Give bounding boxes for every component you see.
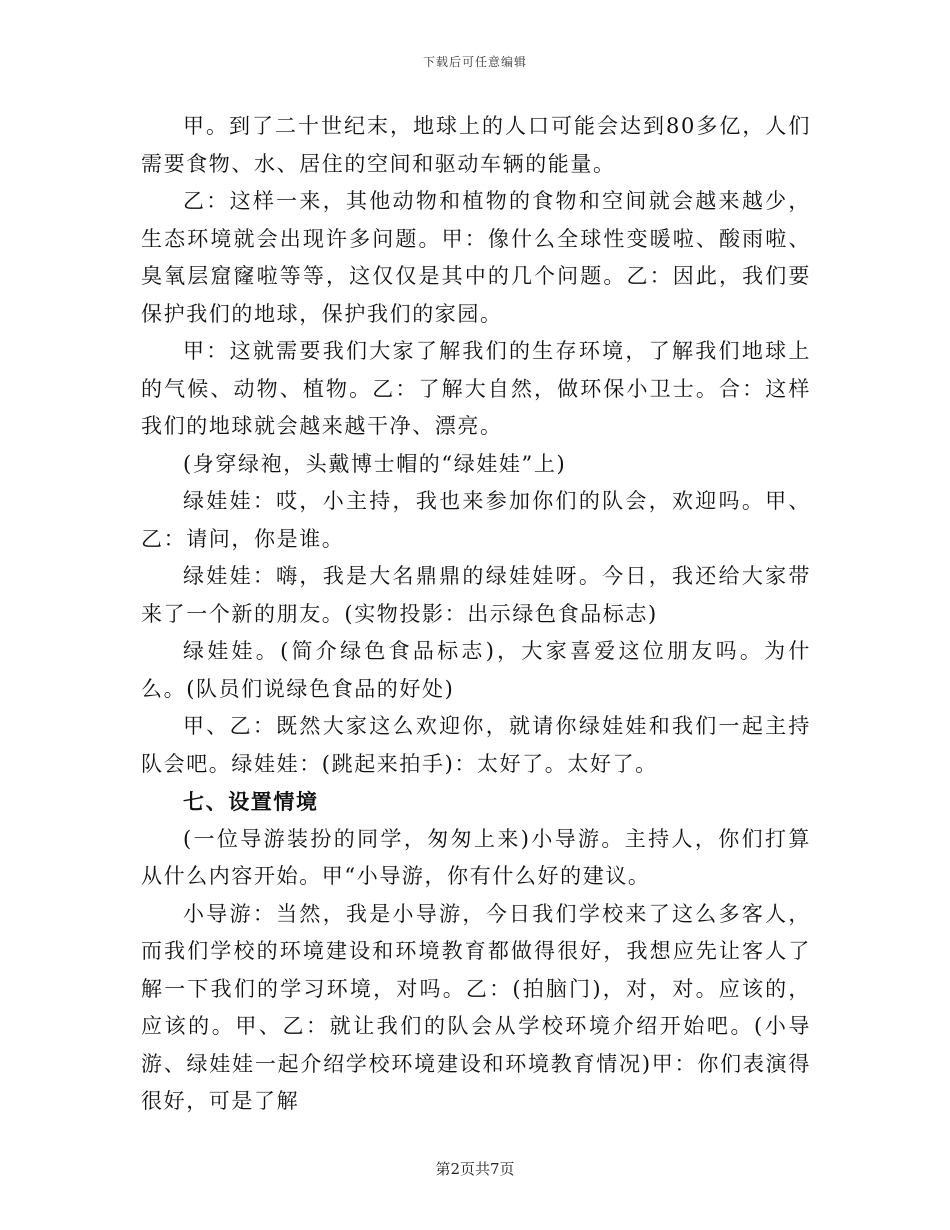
paragraph: 小导游：当然，我是小导游，今日我们学校来了这么多客人，而我们学校的环境建设和环境教育都做得很好，我想应先让客人了解一下我们的学习环境，对吗。乙：(拍脑门)，对，对。应该的，应该的。甲、乙：就让我们的队会从学校环境介绍开始吧。(小导游、绿娃娃一起介绍学校环境建设和环境教育情况)甲：你们表演得很好，可是了解 — [141, 901, 811, 1113]
page-header: 下载后可任意编辑 — [422, 55, 527, 69]
paragraph: 甲。到了二十世纪末，地球上的人口可能会达到80多亿，人们需要食物、水、居住的空间和驱动车辆的能量。 — [141, 114, 811, 176]
paragraph: (一位导游装扮的同学，匆匆上来)小导游。主持人，你们打算从什么内容开始。甲“小导游，你有什么好的建议。 — [141, 826, 811, 888]
paragraph: (身穿绿袍，头戴博士帽的“绿娃娃”上) — [183, 451, 567, 476]
paragraph: 绿娃娃：嗨，我是大名鼎鼎的绿娃娃呀。今日，我还给大家带来了一个新的朋友。(实物投影：出示绿色食品标志) — [141, 564, 811, 626]
paragraph: 甲、乙：既然大家这么欢迎你，就请你绿娃娃和我们一起主持队会吧。绿娃娃：(跳起来拍手)：太好了。太好了。 — [141, 714, 811, 776]
document-body — [141, 108, 811, 1121]
paragraph: 甲：这就需要我们大家了解我们的生存环境，了解我们地球上的气候、动物、植物。乙：了解大自然，做环保小卫士。合：这样我们的地球就会越来越干净、漂亮。 — [141, 339, 811, 438]
paragraph: 绿娃娃。(简介绿色食品标志)，大家喜爱这位朋友吗。为什么。(队员们说绿色食品的好处) — [141, 639, 811, 701]
page-number: 第2页共7页 — [435, 1160, 515, 1178]
section-heading: 七、设置情境 — [183, 789, 319, 814]
paragraph: 绿娃娃：哎，小主持，我也来参加你们的队会，欢迎吗。甲、乙：请问，你是谁。 — [141, 489, 811, 551]
paragraph: 乙：这样一来，其他动物和植物的食物和空间就会越来越少，生态环境就会出现许多问题。甲：像什么全球性变暖啦、酸雨啦、臭氧层窟窿啦等等，这仅仅是其中的几个问题。乙：因此，我们要保护我们的地球，保护我们的家园。 — [141, 189, 811, 326]
